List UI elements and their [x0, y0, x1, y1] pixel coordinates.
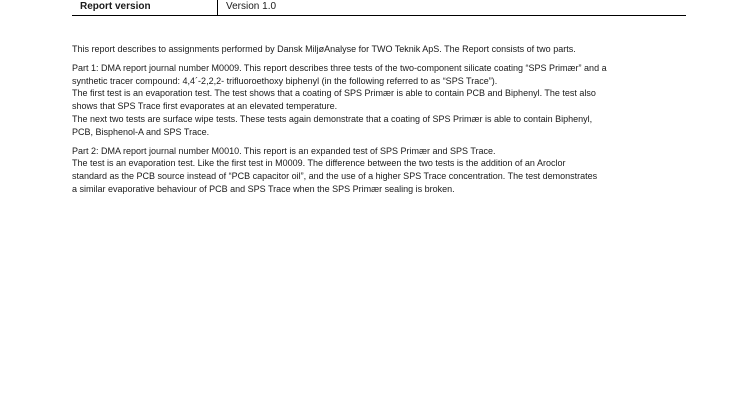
report-version-value: Version 1.0: [226, 1, 277, 12]
part1-line: shows that SPS Trace first evaporates at an elevated temperature.: [72, 101, 338, 112]
part2-line: Part 2: DMA report journal number M0010. This report is an expanded test of SPS Primær and SPS Trace.: [72, 145, 496, 156]
part1-line: synthetic tracer compound: 4,4´-2,2,2- trifluoroethoxy biphenyl (in the following referred to as “SPS Trace”).: [72, 75, 498, 86]
part1-line: The next two tests are surface wipe tests. These tests again demonstrate that a coating of SPS Primær is able to contain Biphenyl,: [72, 113, 593, 124]
part1-line: The first test is an evaporation test. The test shows that a coating of SPS Primær is able to contain PCB and Biphenyl. The test also: [72, 88, 596, 99]
part2-line: a similar evaporative behaviour of PCB and SPS Trace when the SPS Primær sealing is broken.: [72, 183, 455, 194]
report-version-table: [72, 0, 686, 16]
part2-line: standard as the PCB source instead of “PCB capacitor oil”, and the use of a higher SPS Trace concentration. The test demonstrates: [72, 171, 598, 182]
table-divider: [217, 0, 218, 15]
part2-paragraph: [72, 145, 702, 196]
part1-line: PCB, Bisphenol-A and SPS Trace.: [72, 126, 210, 137]
part1-line: Part 1: DMA report journal number M0009. This report describes three tests of the two-component silicate coating “SPS Primær” and a: [72, 62, 607, 73]
intro-line: This report describes to assignments performed by Dansk MiljøAnalyse for TWO Teknik ApS. The Report consists of two parts.: [72, 44, 576, 54]
report-version-label: Report version: [80, 1, 151, 12]
intro-paragraph: [72, 43, 702, 56]
part1-paragraph: [72, 62, 702, 139]
part2-line: The test is an evaporation test. Like the first test in M0009. The difference between the two tests is the addition of an Aroclor: [72, 158, 566, 169]
report-summary: [72, 43, 702, 202]
